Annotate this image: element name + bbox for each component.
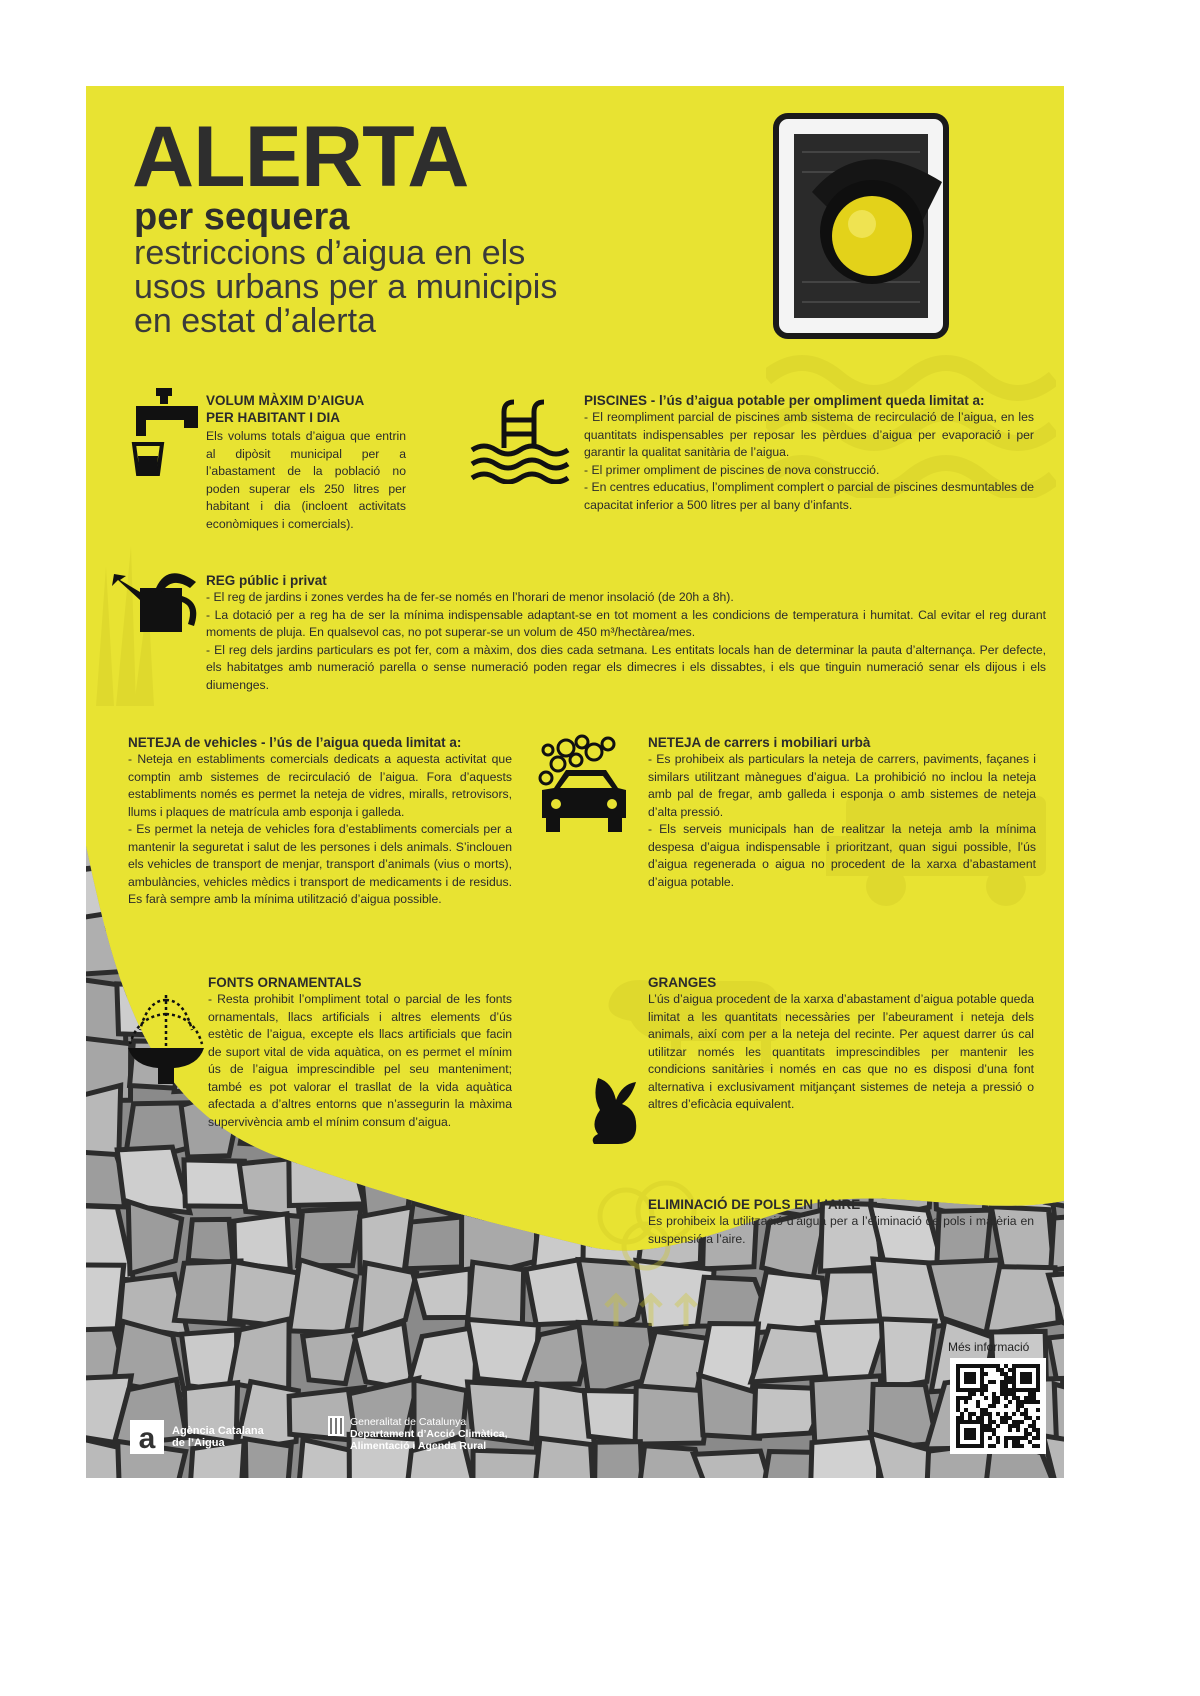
- gencat-logo: [328, 1416, 508, 1452]
- vehicles-item: - Neteja en establiments comercials dedicats a aquesta activitat que comptin amb sistemes de recirculació de l’aigua. Fora d’aquests establiments només es permet la neteja de vidres, miralls, retrovisors, llums i plaques de matrícula amb esponja i galleda.: [128, 752, 512, 819]
- car-wash-icon: [534, 730, 634, 840]
- page-description: [134, 236, 654, 338]
- aca-logo-text: [172, 1425, 264, 1449]
- svg-text:a: a: [138, 1422, 156, 1454]
- reg-item: - La dotació per a reg ha de ser la mínima indispensable adaptant-se en tot moment a les condicions de temperatura i humitat. Cal evitar el reg durant moments de pluja. En qualsevol cas, no pot superar-se un volum de 450 m³/hectàrea/mes.: [206, 607, 1046, 639]
- carrers-body: [648, 751, 1036, 891]
- volum-title-line: PER HABITANT I DIA: [206, 410, 340, 425]
- qr-code-icon[interactable]: [950, 1358, 1046, 1454]
- poster: [86, 86, 1064, 1478]
- carrers-item: - Es prohibeix als particulars la neteja de carrers, paviments, façanes i similars utilitzant mànegues d’aigua. La prohibició no inclou la neteja amb pal de fregar, amb galleda i esponja o amb sistemes de neteja d’alta pressió.: [648, 752, 1036, 819]
- piscines-item: - El reompliment parcial de piscines amb sistema de recirculació de l’aigua, en les quantitats indispensables per reposar les pèrdues d’aigua per evaporació i per garantir la qualitat sanitària de l’aigua.: [584, 410, 1034, 459]
- pols-title: ELIMINACIÓ DE POLS EN L’AIRE: [648, 1197, 861, 1212]
- vehicles-item: - Es permet la neteja de vehicles fora d’establiments comercials per a mantenir la seguretat i salut de les persones i dels animals. S’inclouen els vehicles de transport de menjar, transport d’animals (vius o morts), ambulàncies, vehicles mèdics i transport de medicaments i de residus. Es farà sempre amb la mínima utilització d’aigua possible.: [128, 822, 512, 906]
- vehicles-body: [128, 751, 512, 909]
- pols-body: Es prohibeix la utilització d’aigua per a l’eliminació de pols i matèria en suspensió a l’aire.: [648, 1214, 1034, 1246]
- description-line: usos urbans per a municipis: [134, 268, 558, 306]
- volum-title: [206, 392, 406, 426]
- gencat-logo-line: Departament d’Acció Climàtica,: [350, 1428, 508, 1440]
- carrers-item: - Els serveis municipals han de realitzar la neteja amb la mínima despesa d’aigua indispensable i prioritzant, quan sigui possible, l’ús d’aigua regenerada o aigua no procedent de la xarxa d’abastament d’aigua potable.: [648, 822, 1036, 889]
- volum-title-line: VOLUM MÀXIM D’AIGUA: [206, 393, 365, 408]
- fountain-icon: [126, 986, 206, 1086]
- pool-icon: [470, 398, 570, 484]
- description-line: en estat d’alerta: [134, 302, 376, 340]
- gencat-logo-line: Generalitat de Catalunya: [350, 1416, 467, 1428]
- reg-item: - El reg dels jardins particulars es pot fer, com a màxim, dos dies cada setmana. Les entitats locals han de determinar la pauta d’alternança. Per defecte, els habitatges amb numeració parella o sense numeració poden regar els dimecres i els dissabtes, i els que tinguin numeració senar els dijous i els diumenges.: [206, 642, 1046, 692]
- page-subtitle: per sequera: [134, 196, 350, 238]
- piscines-item: - En centres educatius, l’ompliment complert o parcial de piscines desmuntables de capacitat inferior a 500 litres per al bany d’infants.: [584, 480, 1034, 512]
- volum-body: Els volums totals d’aigua que entrin al dipòsit municipal per a l’abastament de la població no poden superar els 250 litres per habitant i dia (incloent activitats econòmiques i comercials).: [206, 429, 406, 531]
- gencat-logo-text: [350, 1416, 508, 1452]
- reg-title: REG públic i privat: [206, 573, 327, 588]
- description-line: restriccions d’aigua en els: [134, 234, 526, 272]
- watering-can-icon: [110, 566, 206, 636]
- piscines-title: PISCINES - l’ús d’aigua potable per ompliment queda limitat a:: [584, 393, 985, 408]
- page-title: ALERTA: [132, 109, 469, 205]
- tap-icon: [126, 386, 206, 476]
- fonts-body: - Resta prohibit l’ompliment total o parcial de les fonts ornamentals, llacs artificials i altres elements d’ús estètic de l’aigua, excepte els llacs artificials que facin de suport vital de vida aquàtica, on es permet el mínim ús de l’aigua imprescindible pel seu manteniment; també es pot valorar el trasllat de la vida aquàtica afectada a d’altres entorns que n’assegurin la màxima supervivència amb el mínim consum d’aigua.: [208, 992, 512, 1129]
- traffic-light-icon: [772, 112, 950, 340]
- granges-title: GRANGES: [648, 975, 717, 990]
- reg-body: [206, 589, 1046, 694]
- piscines-body: [584, 409, 1034, 514]
- reg-item: - El reg de jardins i zones verdes ha de fer-se només en l’horari de menor insolació (de 20h a 8h).: [206, 590, 734, 604]
- gencat-logo-line: Alimentació i Agenda Rural: [350, 1440, 487, 1452]
- carrers-title: NETEJA de carrers i mobiliari urbà: [648, 735, 871, 750]
- rabbit-icon: [588, 1076, 648, 1146]
- aca-logo-icon: [130, 1420, 164, 1454]
- fonts-title: FONTS ORNAMENTALS: [208, 975, 362, 990]
- more-info-label: Més informació: [948, 1340, 1030, 1354]
- aca-logo-line: de l’Aigua: [172, 1437, 225, 1449]
- vehicles-title: NETEJA de vehicles - l’ús de l’aigua queda limitat a:: [128, 735, 462, 750]
- granges-body: L’ús d’aigua procedent de la xarxa d’abastament d’aigua potable queda limitat a les quantitats necessàries per l’abeurament i neteja dels animals, així com per a la neteja del recinte. Per aquest darrer ús cal utilitzar només les quantitats imprescindibles per mantenir les condicions sanitàries i només en cas que no es disposi d’una font alternativa i exclusivament mitjançant sistemes de neteja a pressió o altres d’eficàcia equivalent.: [648, 992, 1034, 1111]
- gencat-logo-icon: [328, 1416, 344, 1436]
- aca-logo: [130, 1420, 264, 1454]
- piscines-item: - El primer ompliment de piscines de nova construcció.: [584, 462, 880, 477]
- aca-logo-line: Agència Catalana: [172, 1425, 264, 1437]
